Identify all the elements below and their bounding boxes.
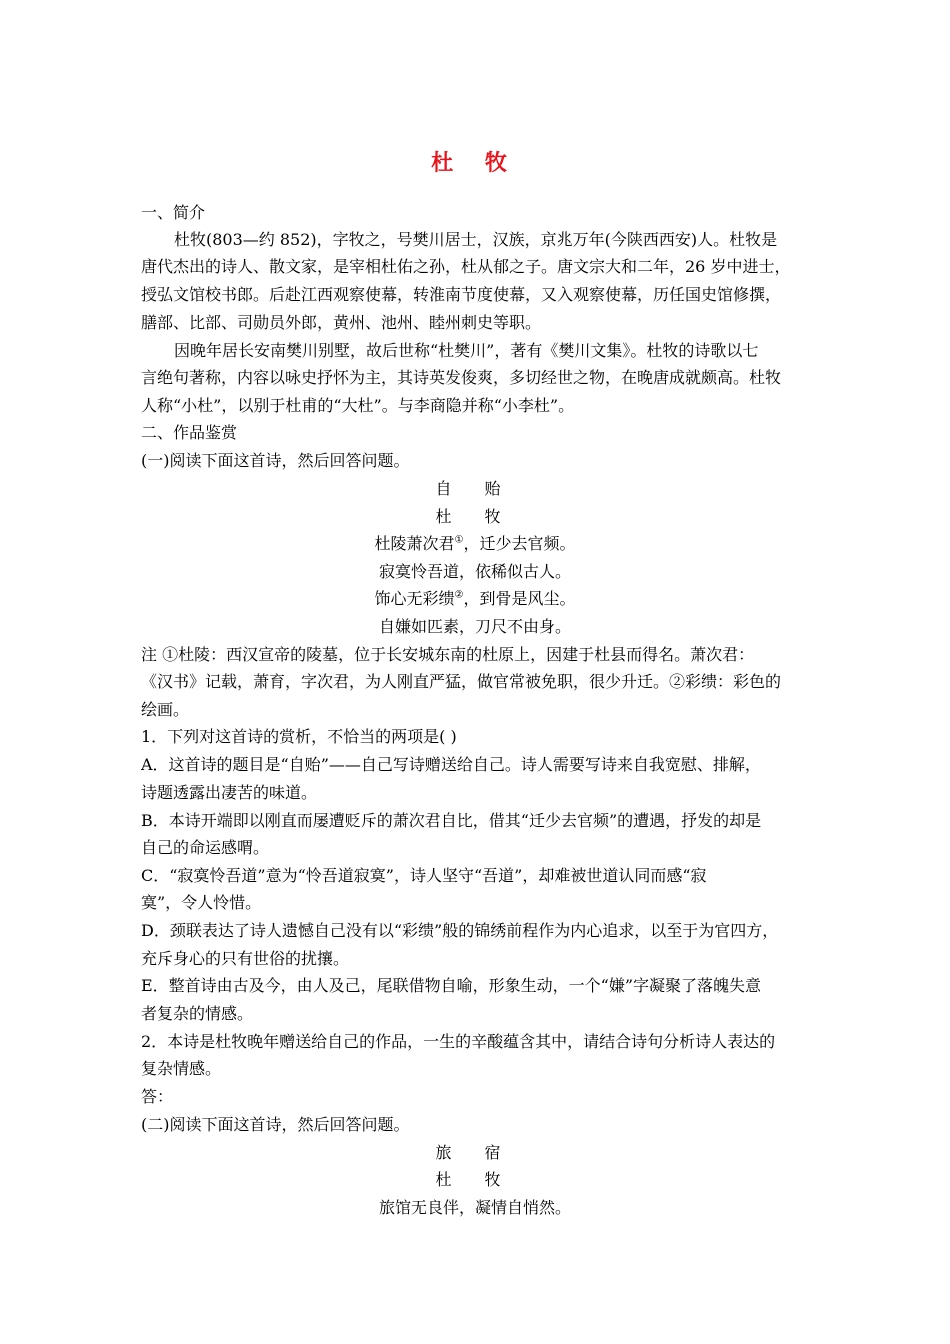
option-d-cont: 充斥身心的只有世俗的扰攘。 <box>141 949 350 968</box>
poem2-title: 旅 宿 <box>435 1143 515 1162</box>
poem1-author: 杜 牧 <box>435 507 515 526</box>
intro-line: 杜牧(803—约 852)，字牧之，号樊川居士，汉族，京兆万年(今陕西西安)人。杜牧是 <box>174 230 778 249</box>
option-e-cont: 者复杂的情感。 <box>141 1004 254 1023</box>
option-a-cont: 诗题透露出凄苦的味道。 <box>141 783 318 802</box>
poem1-line-1b: ，迁少去官频。 <box>463 534 576 553</box>
option-e: E．整首诗由古及今，由人及己，尾联借物自喻，形象生动，一个“嫌”字凝聚了落魄失意 <box>141 976 762 995</box>
option-a: A．这首诗的题目是“自贻”——自己写诗赠送给自己。诗人需要写诗来自我宽慰、排解， <box>141 755 761 774</box>
poem1-line-3a: 饰心无彩缋 <box>374 589 455 608</box>
footnote-marker-1: ① <box>454 534 464 546</box>
answer-label: 答： <box>141 1087 174 1106</box>
option-b: B．本诗开端即以刚直而屡遭贬斥的萧次君自比，借其“迁少去官频”的遭遇，抒发的却是 <box>141 811 762 830</box>
section-heading-intro: 一、简介 <box>141 203 206 222</box>
poem1-line-4: 自嫌如匹素，刀尺不由身。 <box>378 617 571 636</box>
intro-line: 因晚年居长安南樊川别墅，故后世称“杜樊川”，著有《樊川文集》。杜牧的诗歌以七 <box>174 341 759 360</box>
option-d: D．颈联表达了诗人遗憾自己没有以“彩缋”般的锦绣前程作为内心追求，以至于为官四方， <box>141 921 779 940</box>
poem1-line-1a: 杜陵萧次君 <box>374 534 455 553</box>
section-heading-appreciation: 二、作品鉴赏 <box>141 423 238 442</box>
intro-line: 授弘文馆校书郎。后赴江西观察使幕，转淮南节度使幕，又入观察使幕，历任国史馆修撰， <box>141 285 782 304</box>
part1-instruction: (一)阅读下面这首诗，然后回答问题。 <box>141 451 410 470</box>
poem2-line-1: 旅馆无良伴，凝情自悄然。 <box>378 1198 571 1217</box>
intro-line: 唐代杰出的诗人、散文家，是宰相杜佑之孙，杜从郁之子。唐文宗大和二年，26 岁中进士， <box>141 257 791 276</box>
notes-line: 绘画。 <box>141 700 190 719</box>
notes-line: 注 ①杜陵：西汉宣帝的陵墓，位于长安城东南的杜原上，因建于杜县而得名。萧次君： <box>141 645 755 664</box>
option-b-cont: 自己的命运感喟。 <box>141 838 270 857</box>
option-c: C．“寂寞怜吾道”意为“怜吾道寂寞”，诗人坚守“吾道”，却难被世道认同而感“寂 <box>141 866 707 885</box>
page-title: 杜 牧 <box>431 151 519 176</box>
question-1: 1．下列对这首诗的赏析，不恰当的两项是( ) <box>141 727 457 746</box>
option-c-cont: 寞”，令人怜惜。 <box>141 893 262 912</box>
notes-line: 《汉书》记载，萧育，字次君，为人刚直严猛，做官常被免职，很少升迁。②彩缋：彩色的 <box>141 672 782 691</box>
question-2: 2．本诗是杜牧晚年赠送给自己的作品，一生的辛酸蕴含其中，请结合诗句分析诗人表达的 <box>141 1032 776 1051</box>
poem1-line-3 <box>0 589 950 609</box>
poem2-author: 杜 牧 <box>435 1170 515 1189</box>
poem1-title: 自 贻 <box>435 479 515 498</box>
part2-instruction: (二)阅读下面这首诗，然后回答问题。 <box>141 1115 410 1134</box>
question-2-cont: 复杂情感。 <box>141 1059 222 1078</box>
poem1-line-3b: ，到骨是风尘。 <box>463 589 576 608</box>
poem1-line-2: 寂寞怜吾道，依稀似古人。 <box>378 562 571 581</box>
intro-line: 膳部、比部、司勋员外郎，黄州、池州、睦州刺史等职。 <box>141 313 542 332</box>
intro-line: 言绝句著称，内容以咏史抒怀为主，其诗英发俊爽，多切经世之物，在晚唐成就颇高。杜牧 <box>141 368 782 387</box>
footnote-marker-2: ② <box>454 589 464 601</box>
poem1-line-1 <box>0 534 950 554</box>
intro-line: 人称“小杜”，以别于杜甫的“大杜”。与李商隐并称“小李杜”。 <box>141 396 575 415</box>
